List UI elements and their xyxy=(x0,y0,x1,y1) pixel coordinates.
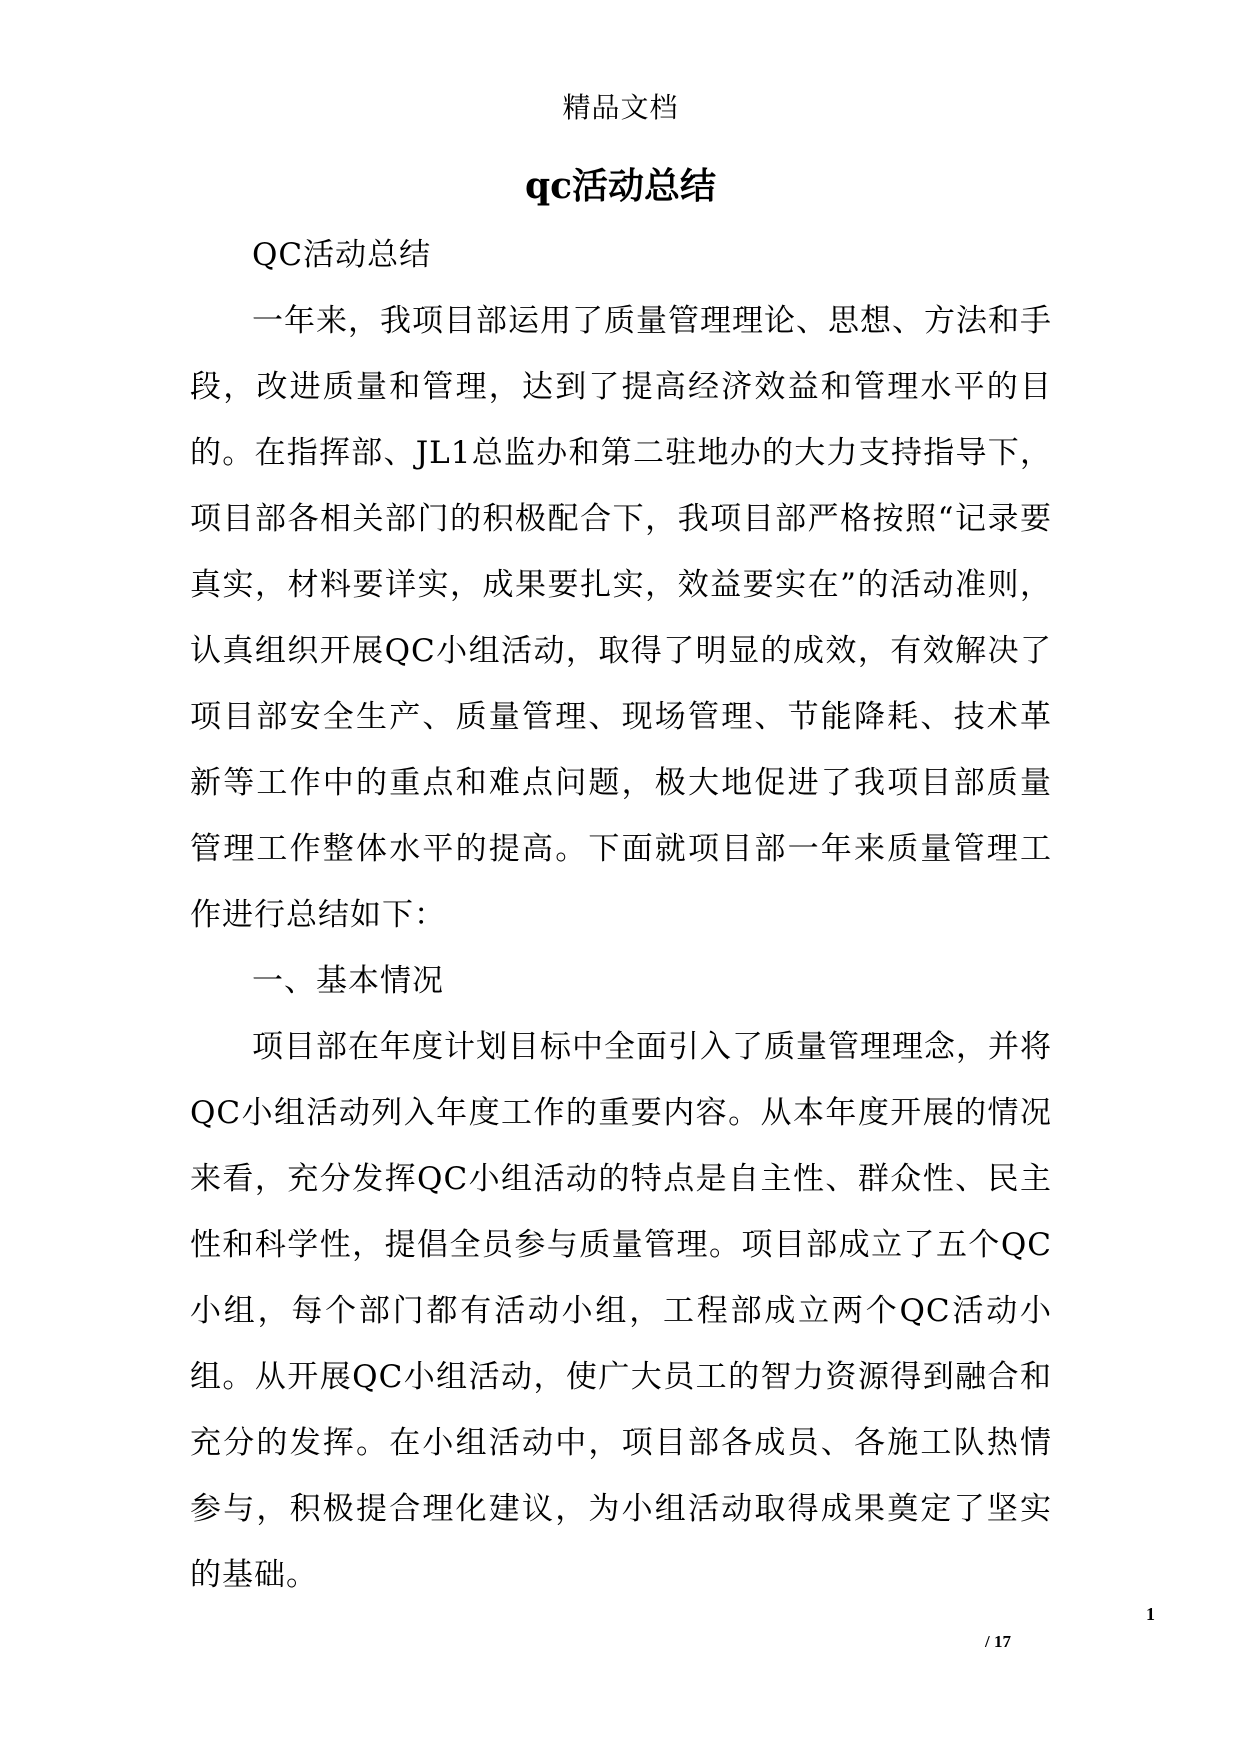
page-number: 1 xyxy=(1146,1604,1155,1624)
document-title: qc活动总结 xyxy=(524,165,717,207)
document-header: 精品文档 xyxy=(562,91,679,124)
page-total: / 17 xyxy=(985,1632,1011,1651)
section-heading-basic-situation: 一、基本情况 xyxy=(252,963,444,999)
document-body xyxy=(190,222,1052,1608)
paragraph-intro: 一年来，我项目部运用了质量管理理论、思想、方法和手段，改进质量和管理，达到了提高经济效益和管理水平的目的。在指挥部、JL1总监办和第二驻地办的大力支持指导下，项目部各相关部门的积极配合下，我项目部严格按照“记录要真实，材料要详实，成果要扎实，效益要实在”的活动准则，认真组织开展QC小组活动，取得了明显的成效，有效解决了项目部安全生产、质量管理、现场管理、节能降耗、技术革新等工作中的重点和难点问题，极大地促进了我项目部质量管理工作整体水平的提高。下面就项目部一年来质量管理工作进行总结如下： xyxy=(190,303,1052,933)
paragraph-basic-situation: 项目部在年度计划目标中全面引入了质量管理理念，并将QC小组活动列入年度工作的重要内容。从本年度开展的情况来看，充分发挥QC小组活动的特点是自主性、群众性、民主性和科学性，提倡全员参与质量管理。项目部成立了五个QC小组，每个部门都有活动小组，工程部成立两个QC活动小组。从开展QC小组活动，使广大员工的智力资源得到融合和充分的发挥。在小组活动中，项目部各成员、各施工队热情参与，积极提合理化建议，为小组活动取得成果奠定了坚实的基础。 xyxy=(190,1029,1052,1593)
paragraph-subtitle: QC活动总结 xyxy=(252,237,432,273)
